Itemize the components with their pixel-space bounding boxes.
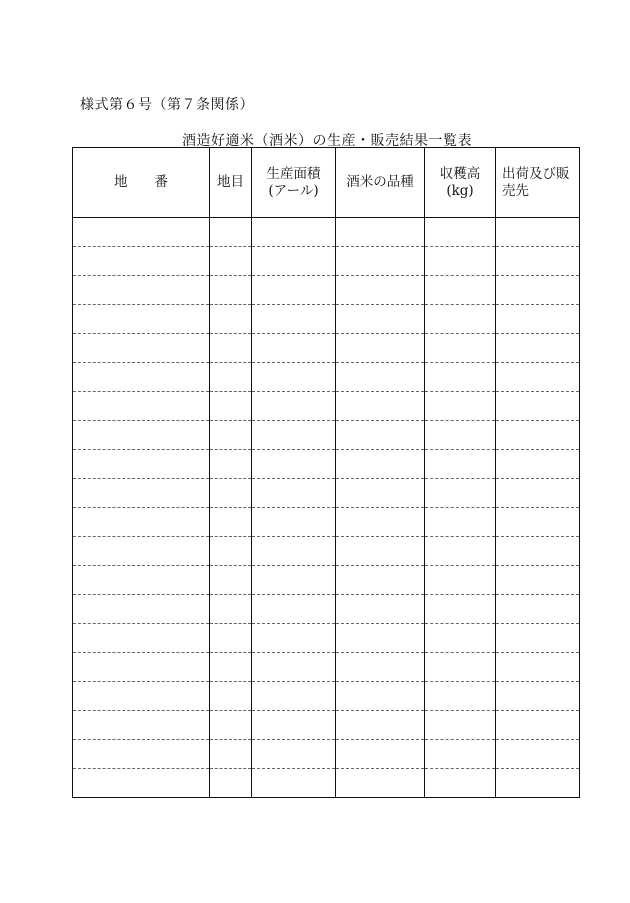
header-lot-number-label: 地 番 xyxy=(114,174,168,190)
table-row xyxy=(73,363,580,392)
header-production-area xyxy=(252,148,336,218)
cell-yield[interactable] xyxy=(425,363,496,392)
cell-yield[interactable] xyxy=(425,769,496,798)
cell-lot-number[interactable] xyxy=(73,334,210,363)
cell-land-category[interactable] xyxy=(210,305,252,334)
table-header xyxy=(73,148,580,218)
cell-rice-variety[interactable] xyxy=(336,218,425,247)
cell-yield[interactable] xyxy=(425,479,496,508)
cell-production-area[interactable] xyxy=(252,653,336,682)
cell-lot-number[interactable] xyxy=(73,653,210,682)
cell-production-area[interactable] xyxy=(252,624,336,653)
table-row xyxy=(73,450,580,479)
cell-yield[interactable] xyxy=(425,334,496,363)
table-row xyxy=(73,595,580,624)
cell-production-area[interactable] xyxy=(252,711,336,740)
cell-production-area[interactable] xyxy=(252,276,336,305)
cell-shipping-destination[interactable] xyxy=(496,334,580,363)
cell-land-category[interactable] xyxy=(210,769,252,798)
cell-yield[interactable] xyxy=(425,624,496,653)
cell-rice-variety[interactable] xyxy=(336,247,425,276)
cell-land-category[interactable] xyxy=(210,392,252,421)
cell-lot-number[interactable] xyxy=(73,218,210,247)
cell-rice-variety[interactable] xyxy=(336,653,425,682)
cell-rice-variety[interactable] xyxy=(336,276,425,305)
cell-production-area[interactable] xyxy=(252,392,336,421)
cell-shipping-destination[interactable] xyxy=(496,566,580,595)
cell-land-category[interactable] xyxy=(210,450,252,479)
cell-land-category[interactable] xyxy=(210,508,252,537)
cell-rice-variety[interactable] xyxy=(336,624,425,653)
cell-land-category[interactable] xyxy=(210,537,252,566)
header-land-category xyxy=(210,148,252,218)
cell-yield[interactable] xyxy=(425,595,496,624)
cell-yield[interactable] xyxy=(425,711,496,740)
cell-rice-variety[interactable] xyxy=(336,334,425,363)
cell-lot-number[interactable] xyxy=(73,479,210,508)
cell-shipping-destination[interactable] xyxy=(496,421,580,450)
header-row xyxy=(73,148,580,218)
cell-lot-number[interactable] xyxy=(73,363,210,392)
cell-rice-variety[interactable] xyxy=(336,305,425,334)
table-row xyxy=(73,537,580,566)
cell-shipping-destination[interactable] xyxy=(496,479,580,508)
cell-rice-variety[interactable] xyxy=(336,421,425,450)
cell-rice-variety[interactable] xyxy=(336,711,425,740)
cell-land-category[interactable] xyxy=(210,334,252,363)
cell-lot-number[interactable] xyxy=(73,508,210,537)
table-row xyxy=(73,682,580,711)
cell-lot-number[interactable] xyxy=(73,537,210,566)
cell-lot-number[interactable] xyxy=(73,566,210,595)
cell-land-category[interactable] xyxy=(210,363,252,392)
cell-production-area[interactable] xyxy=(252,595,336,624)
cell-shipping-destination[interactable] xyxy=(496,508,580,537)
cell-shipping-destination[interactable] xyxy=(496,363,580,392)
cell-lot-number[interactable] xyxy=(73,711,210,740)
cell-rice-variety[interactable] xyxy=(336,450,425,479)
production-sales-table xyxy=(72,147,580,798)
cell-land-category[interactable] xyxy=(210,740,252,769)
header-rice-variety-label: 酒米の品種 xyxy=(346,174,414,190)
cell-land-category[interactable] xyxy=(210,218,252,247)
cell-land-category[interactable] xyxy=(210,479,252,508)
cell-rice-variety[interactable] xyxy=(336,769,425,798)
cell-lot-number[interactable] xyxy=(73,450,210,479)
cell-shipping-destination[interactable] xyxy=(496,537,580,566)
cell-production-area[interactable] xyxy=(252,218,336,247)
cell-production-area[interactable] xyxy=(252,363,336,392)
cell-yield[interactable] xyxy=(425,537,496,566)
cell-shipping-destination[interactable] xyxy=(496,769,580,798)
table-row xyxy=(73,334,580,363)
table-row xyxy=(73,653,580,682)
cell-production-area[interactable] xyxy=(252,566,336,595)
cell-lot-number[interactable] xyxy=(73,624,210,653)
cell-rice-variety[interactable] xyxy=(336,508,425,537)
cell-rice-variety[interactable] xyxy=(336,740,425,769)
cell-yield[interactable] xyxy=(425,247,496,276)
cell-production-area[interactable] xyxy=(252,450,336,479)
cell-shipping-destination[interactable] xyxy=(496,276,580,305)
table-body xyxy=(73,218,580,798)
cell-land-category[interactable] xyxy=(210,247,252,276)
cell-yield[interactable] xyxy=(425,653,496,682)
cell-shipping-destination[interactable] xyxy=(496,247,580,276)
cell-shipping-destination[interactable] xyxy=(496,450,580,479)
cell-yield[interactable] xyxy=(425,682,496,711)
table-row xyxy=(73,479,580,508)
cell-shipping-destination[interactable] xyxy=(496,595,580,624)
form-number-label: 様式第６号（第７条関係） xyxy=(80,97,254,113)
table-row xyxy=(73,740,580,769)
header-shipping-destination xyxy=(496,148,580,218)
cell-rice-variety[interactable] xyxy=(336,682,425,711)
cell-production-area[interactable] xyxy=(252,479,336,508)
cell-yield[interactable] xyxy=(425,566,496,595)
cell-lot-number[interactable] xyxy=(73,421,210,450)
cell-production-area[interactable] xyxy=(252,305,336,334)
cell-shipping-destination[interactable] xyxy=(496,740,580,769)
cell-production-area[interactable] xyxy=(252,421,336,450)
header-shipping-destination-label: 出荷及び販 売先 xyxy=(502,165,570,199)
table-row xyxy=(73,218,580,247)
cell-production-area[interactable] xyxy=(252,334,336,363)
cell-lot-number[interactable] xyxy=(73,595,210,624)
header-lot-number xyxy=(73,148,210,218)
cell-yield[interactable] xyxy=(425,421,496,450)
cell-yield[interactable] xyxy=(425,305,496,334)
table-row xyxy=(73,508,580,537)
cell-production-area[interactable] xyxy=(252,769,336,798)
cell-land-category[interactable] xyxy=(210,276,252,305)
cell-yield[interactable] xyxy=(425,450,496,479)
cell-land-category[interactable] xyxy=(210,566,252,595)
cell-land-category[interactable] xyxy=(210,653,252,682)
cell-lot-number[interactable] xyxy=(73,392,210,421)
cell-lot-number[interactable] xyxy=(73,740,210,769)
cell-rice-variety[interactable] xyxy=(336,566,425,595)
cell-lot-number[interactable] xyxy=(73,247,210,276)
table-row xyxy=(73,305,580,334)
cell-production-area[interactable] xyxy=(252,537,336,566)
cell-shipping-destination[interactable] xyxy=(496,218,580,247)
cell-land-category[interactable] xyxy=(210,682,252,711)
table-row xyxy=(73,711,580,740)
table-row xyxy=(73,624,580,653)
header-yield xyxy=(425,148,496,218)
cell-lot-number[interactable] xyxy=(73,682,210,711)
header-production-area-label: 生産面積 (アール) xyxy=(266,165,321,199)
cell-land-category[interactable] xyxy=(210,421,252,450)
cell-lot-number[interactable] xyxy=(73,769,210,798)
table-row xyxy=(73,769,580,798)
cell-shipping-destination[interactable] xyxy=(496,682,580,711)
cell-shipping-destination[interactable] xyxy=(496,624,580,653)
cell-land-category[interactable] xyxy=(210,624,252,653)
header-yield-label: 収穫高 (kg) xyxy=(439,165,481,199)
header-rice-variety xyxy=(336,148,425,218)
cell-lot-number[interactable] xyxy=(73,276,210,305)
cell-shipping-destination[interactable] xyxy=(496,392,580,421)
table-row xyxy=(73,247,580,276)
cell-rice-variety[interactable] xyxy=(336,537,425,566)
cell-land-category[interactable] xyxy=(210,595,252,624)
table-row xyxy=(73,276,580,305)
table-row xyxy=(73,566,580,595)
cell-shipping-destination[interactable] xyxy=(496,653,580,682)
cell-production-area[interactable] xyxy=(252,682,336,711)
cell-production-area[interactable] xyxy=(252,740,336,769)
cell-yield[interactable] xyxy=(425,508,496,537)
cell-lot-number[interactable] xyxy=(73,305,210,334)
cell-rice-variety[interactable] xyxy=(336,363,425,392)
table-row xyxy=(73,392,580,421)
cell-rice-variety[interactable] xyxy=(336,479,425,508)
cell-yield[interactable] xyxy=(425,218,496,247)
cell-shipping-destination[interactable] xyxy=(496,305,580,334)
cell-rice-variety[interactable] xyxy=(336,595,425,624)
cell-yield[interactable] xyxy=(425,740,496,769)
table-row xyxy=(73,421,580,450)
cell-production-area[interactable] xyxy=(252,508,336,537)
header-land-category-label: 地目 xyxy=(217,174,244,190)
document-title: 酒造好適米（酒米）の生産・販売結果一覧表 xyxy=(182,133,472,149)
cell-production-area[interactable] xyxy=(252,247,336,276)
cell-land-category[interactable] xyxy=(210,711,252,740)
cell-yield[interactable] xyxy=(425,276,496,305)
cell-rice-variety[interactable] xyxy=(336,392,425,421)
cell-shipping-destination[interactable] xyxy=(496,711,580,740)
cell-yield[interactable] xyxy=(425,392,496,421)
